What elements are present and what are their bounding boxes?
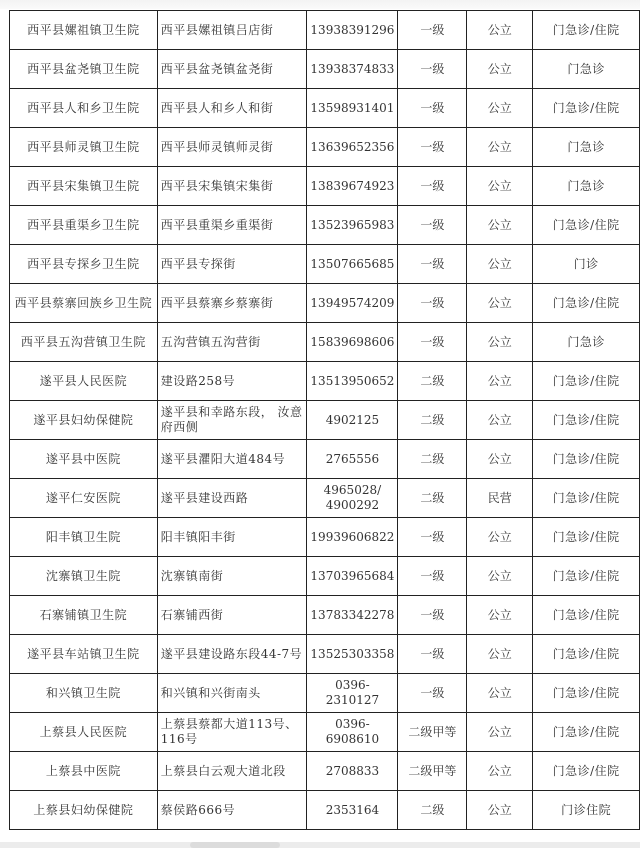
address-cell: 和兴镇和兴街南头	[157, 674, 307, 713]
level-cell: 一级	[398, 128, 467, 167]
hospital-name-cell: 遂平县妇幼保健院	[10, 401, 158, 440]
phone-cell: 2708833	[307, 752, 398, 791]
hospital-name-cell: 西平县蔡寨回族乡卫生院	[10, 284, 158, 323]
hospital-name-cell: 阳丰镇卫生院	[10, 518, 158, 557]
service-cell: 门急诊/住院	[533, 479, 640, 518]
level-cell: 二级	[398, 401, 467, 440]
service-cell: 门急诊	[533, 167, 640, 206]
ownership-type-cell: 公立	[467, 518, 533, 557]
hospital-name-cell: 西平县五沟营镇卫生院	[10, 323, 158, 362]
hospital-table	[9, 10, 640, 830]
table-row	[10, 401, 640, 440]
phone-cell: 13783342278	[307, 596, 398, 635]
hospital-name-cell: 石寨铺镇卫生院	[10, 596, 158, 635]
hospital-name-cell: 上蔡县妇幼保健院	[10, 791, 158, 830]
level-cell: 一级	[398, 635, 467, 674]
hospital-name-cell: 西平县重渠乡卫生院	[10, 206, 158, 245]
ownership-type-cell: 公立	[467, 635, 533, 674]
table-row	[10, 518, 640, 557]
hospital-name-cell: 遂平县车站镇卫生院	[10, 635, 158, 674]
service-cell: 门急诊/住院	[533, 440, 640, 479]
phone-cell: 13949574209	[307, 284, 398, 323]
address-cell: 阳丰镇阳丰街	[157, 518, 307, 557]
hospital-name-cell: 西平县专探乡卫生院	[10, 245, 158, 284]
table-row	[10, 362, 640, 401]
hospital-name-cell: 西平县嫘祖镇卫生院	[10, 11, 158, 50]
ownership-type-cell: 公立	[467, 557, 533, 596]
ownership-type-cell: 民营	[467, 479, 533, 518]
hospital-name-cell: 遂平仁安医院	[10, 479, 158, 518]
phone-cell: 2353164	[307, 791, 398, 830]
service-cell: 门急诊/住院	[533, 752, 640, 791]
level-cell: 二级	[398, 479, 467, 518]
service-cell: 门诊	[533, 245, 640, 284]
table-row	[10, 596, 640, 635]
level-cell: 一级	[398, 518, 467, 557]
phone-cell: 0396-2310127	[307, 674, 398, 713]
level-cell: 一级	[398, 323, 467, 362]
phone-cell: 4965028/ 4900292	[307, 479, 398, 518]
hospital-name-cell: 西平县盆尧镇卫生院	[10, 50, 158, 89]
ownership-type-cell: 公立	[467, 713, 533, 752]
table-row	[10, 167, 640, 206]
table-row	[10, 791, 640, 830]
service-cell: 门急诊/住院	[533, 401, 640, 440]
phone-cell: 13938374833	[307, 50, 398, 89]
service-cell: 门急诊/住院	[533, 362, 640, 401]
address-cell: 西平县专探街	[157, 245, 307, 284]
phone-cell: 19939606822	[307, 518, 398, 557]
level-cell: 一级	[398, 284, 467, 323]
address-cell: 西平县蔡寨乡蔡寨街	[157, 284, 307, 323]
phone-cell: 13598931401	[307, 89, 398, 128]
level-cell: 二级	[398, 362, 467, 401]
address-cell: 西平县人和乡人和街	[157, 89, 307, 128]
service-cell: 门急诊/住院	[533, 713, 640, 752]
address-cell: 上蔡县蔡都大道113号、116号	[157, 713, 307, 752]
ownership-type-cell: 公立	[467, 596, 533, 635]
service-cell: 门急诊	[533, 323, 640, 362]
level-cell: 一级	[398, 596, 467, 635]
phone-cell: 13523965983	[307, 206, 398, 245]
address-cell: 遂平县和幸路东段， 汝意府西侧	[157, 401, 307, 440]
service-cell: 门急诊/住院	[533, 284, 640, 323]
service-cell: 门急诊/住院	[533, 11, 640, 50]
phone-cell: 4902125	[307, 401, 398, 440]
address-cell: 遂平县灈阳大道484号	[157, 440, 307, 479]
phone-cell: 0396-6908610	[307, 713, 398, 752]
service-cell: 门急诊/住院	[533, 518, 640, 557]
level-cell: 二级甲等	[398, 752, 467, 791]
address-cell: 遂平县建设西路	[157, 479, 307, 518]
service-cell: 门急诊/住院	[533, 635, 640, 674]
service-cell: 门急诊	[533, 50, 640, 89]
level-cell: 二级	[398, 440, 467, 479]
ownership-type-cell: 公立	[467, 50, 533, 89]
hospital-name-cell: 和兴镇卫生院	[10, 674, 158, 713]
service-cell: 门急诊/住院	[533, 89, 640, 128]
table-row	[10, 50, 640, 89]
table-row	[10, 713, 640, 752]
level-cell: 一级	[398, 206, 467, 245]
level-cell: 一级	[398, 89, 467, 128]
hospital-name-cell: 遂平县人民医院	[10, 362, 158, 401]
scrollbar-thumb[interactable]	[190, 842, 280, 848]
table-row	[10, 752, 640, 791]
level-cell: 一级	[398, 167, 467, 206]
table-row	[10, 674, 640, 713]
ownership-type-cell: 公立	[467, 362, 533, 401]
hospital-name-cell: 西平县师灵镇卫生院	[10, 128, 158, 167]
table-row	[10, 323, 640, 362]
ownership-type-cell: 公立	[467, 89, 533, 128]
hospital-name-cell: 遂平县中医院	[10, 440, 158, 479]
hospital-name-cell: 西平县宋集镇卫生院	[10, 167, 158, 206]
hospital-name-cell: 沈寨镇卫生院	[10, 557, 158, 596]
table-row	[10, 284, 640, 323]
phone-cell: 15839698606	[307, 323, 398, 362]
ownership-type-cell: 公立	[467, 11, 533, 50]
ownership-type-cell: 公立	[467, 128, 533, 167]
service-cell: 门急诊/住院	[533, 206, 640, 245]
table-row	[10, 479, 640, 518]
hospital-table-body	[10, 11, 640, 830]
level-cell: 一级	[398, 557, 467, 596]
service-cell: 门急诊/住院	[533, 596, 640, 635]
viewer-top-edge	[0, 0, 640, 9]
ownership-type-cell: 公立	[467, 674, 533, 713]
ownership-type-cell: 公立	[467, 245, 533, 284]
phone-cell: 13839674923	[307, 167, 398, 206]
phone-cell: 13938391296	[307, 11, 398, 50]
address-cell: 五沟营镇五沟营街	[157, 323, 307, 362]
phone-cell: 13639652356	[307, 128, 398, 167]
address-cell: 沈寨镇南街	[157, 557, 307, 596]
hospital-name-cell: 上蔡县中医院	[10, 752, 158, 791]
hospital-name-cell: 上蔡县人民医院	[10, 713, 158, 752]
address-cell: 西平县嫘祖镇吕店街	[157, 11, 307, 50]
ownership-type-cell: 公立	[467, 167, 533, 206]
ownership-type-cell: 公立	[467, 401, 533, 440]
ownership-type-cell: 公立	[467, 284, 533, 323]
ownership-type-cell: 公立	[467, 752, 533, 791]
ownership-type-cell: 公立	[467, 440, 533, 479]
address-cell: 西平县师灵镇师灵街	[157, 128, 307, 167]
phone-cell: 13525303358	[307, 635, 398, 674]
service-cell: 门诊住院	[533, 791, 640, 830]
phone-cell: 13507665685	[307, 245, 398, 284]
level-cell: 二级	[398, 791, 467, 830]
service-cell: 门急诊	[533, 128, 640, 167]
address-cell: 西平县宋集镇宋集街	[157, 167, 307, 206]
table-row	[10, 206, 640, 245]
horizontal-scrollbar[interactable]	[0, 842, 640, 848]
phone-cell: 2765556	[307, 440, 398, 479]
ownership-type-cell: 公立	[467, 791, 533, 830]
table-row	[10, 11, 640, 50]
level-cell: 一级	[398, 11, 467, 50]
table-row	[10, 128, 640, 167]
address-cell: 建设路258号	[157, 362, 307, 401]
phone-cell: 13513950652	[307, 362, 398, 401]
table-row	[10, 245, 640, 284]
address-cell: 西平县重渠乡重渠街	[157, 206, 307, 245]
ownership-type-cell: 公立	[467, 206, 533, 245]
address-cell: 遂平县建设路东段44-7号	[157, 635, 307, 674]
phone-cell: 13703965684	[307, 557, 398, 596]
address-cell: 蔡侯路666号	[157, 791, 307, 830]
address-cell: 石寨铺西街	[157, 596, 307, 635]
table-row	[10, 89, 640, 128]
service-cell: 门急诊/住院	[533, 557, 640, 596]
level-cell: 一级	[398, 674, 467, 713]
table-row	[10, 635, 640, 674]
service-cell: 门急诊/住院	[533, 674, 640, 713]
level-cell: 一级	[398, 245, 467, 284]
table-row	[10, 557, 640, 596]
level-cell: 一级	[398, 50, 467, 89]
level-cell: 二级甲等	[398, 713, 467, 752]
ownership-type-cell: 公立	[467, 323, 533, 362]
address-cell: 上蔡县白云观大道北段	[157, 752, 307, 791]
address-cell: 西平县盆尧镇盆尧街	[157, 50, 307, 89]
table-row	[10, 440, 640, 479]
hospital-name-cell: 西平县人和乡卫生院	[10, 89, 158, 128]
